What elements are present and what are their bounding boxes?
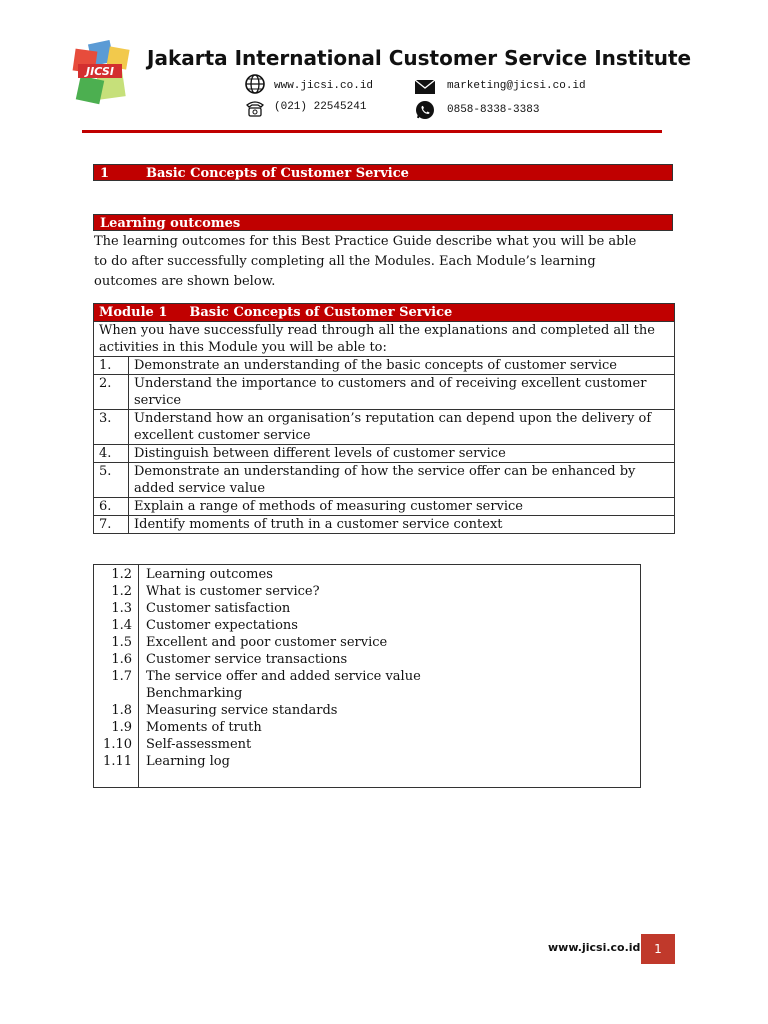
section-heading xyxy=(93,164,673,181)
contents-text: Customer satisfaction xyxy=(146,601,291,616)
contents-text: Self-assessment xyxy=(146,737,252,752)
item-text: Demonstrate an understanding of the basic concepts of customer service xyxy=(129,357,675,375)
list-item xyxy=(94,719,640,736)
module-intro-row xyxy=(94,322,675,357)
table-row xyxy=(94,463,675,498)
header-divider xyxy=(82,130,662,133)
module-header-row xyxy=(94,304,675,322)
section-title: Basic Concepts of Customer Service xyxy=(146,166,409,181)
module-title: Basic Concepts of Customer Service xyxy=(189,305,453,320)
email-link[interactable]: marketing@jicsi.co.id xyxy=(447,80,586,92)
item-number: 4. xyxy=(94,445,129,463)
contents-number: 1.2 xyxy=(111,567,132,582)
table-row xyxy=(94,375,675,410)
item-number: 2. xyxy=(94,375,129,410)
list-item xyxy=(94,651,640,668)
item-text: Distinguish between different levels of customer service xyxy=(129,445,675,463)
globe-icon xyxy=(244,73,266,99)
paragraph-line: to do after successfully completing all the Modules. Each Module’s learning xyxy=(94,254,596,269)
module-header-cell xyxy=(94,304,675,322)
contents-number: 1.10 xyxy=(103,737,132,752)
phone-number: (021) 22545241 xyxy=(274,101,367,113)
contents-text: Learning log xyxy=(146,754,230,769)
website-link[interactable]: www.jicsi.co.id xyxy=(274,80,374,92)
item-text: Understand the importance to customers and of receiving excellent customer service xyxy=(129,375,675,410)
contents-table xyxy=(93,564,641,788)
telephone-icon xyxy=(244,97,266,123)
contents-text: The service offer and added service value xyxy=(146,669,421,684)
contents-number: 1.6 xyxy=(111,652,132,667)
contents-number: 1.3 xyxy=(111,601,132,616)
item-number: 5. xyxy=(94,463,129,498)
contents-number: 1.9 xyxy=(111,720,132,735)
table-row xyxy=(94,516,675,534)
whatsapp-number: 0858-8338-3383 xyxy=(447,104,540,116)
item-number: 7. xyxy=(94,516,129,534)
paragraph-line: The learning outcomes for this Best Practice Guide describe what you will be able xyxy=(94,234,637,249)
contents-text: Customer service transactions xyxy=(146,652,348,667)
item-text: Understand how an organisation’s reputation can depend upon the delivery of excellent customer service xyxy=(129,410,675,445)
list-item xyxy=(94,617,640,634)
paragraph-line: outcomes are shown below. xyxy=(94,274,276,289)
list-item xyxy=(94,702,640,719)
contents-number: 1.2 xyxy=(111,584,132,599)
module-intro: When you have successfully read through all the explanations and completed all the activities in this Module you will be able to: xyxy=(94,322,675,357)
whatsapp-icon xyxy=(414,99,436,125)
item-text: Explain a range of methods of measuring customer service xyxy=(129,498,675,516)
item-number: 6. xyxy=(94,498,129,516)
learning-outcomes-paragraph xyxy=(94,232,679,292)
list-item xyxy=(94,668,640,685)
institute-title: Jakarta International Customer Service Institute xyxy=(147,46,692,70)
list-item xyxy=(94,600,640,617)
item-text: Identify moments of truth in a customer service context xyxy=(129,516,675,534)
contents-text: Measuring service standards xyxy=(146,703,338,718)
footer-website-link[interactable]: www.jicsi.co.id xyxy=(548,941,641,954)
table-row xyxy=(94,498,675,516)
module-label: Module 1 xyxy=(99,305,168,320)
list-item xyxy=(94,685,640,702)
page-number: 1 xyxy=(641,934,675,964)
table-row xyxy=(94,357,675,375)
table-row xyxy=(94,445,675,463)
module-outcomes-table xyxy=(93,303,675,534)
list-item xyxy=(94,736,640,753)
contents-number: 1.7 xyxy=(111,669,132,684)
contents-text: Excellent and poor customer service xyxy=(146,635,388,650)
item-number: 1. xyxy=(94,357,129,375)
jicsi-logo xyxy=(68,40,138,110)
list-item xyxy=(94,634,640,651)
list-item xyxy=(94,583,640,600)
learning-outcomes-label: Learning outcomes xyxy=(100,216,241,231)
contents-number: 1.8 xyxy=(111,703,132,718)
item-text: Demonstrate an understanding of how the service offer can be enhanced by added service value xyxy=(129,463,675,498)
section-number: 1 xyxy=(100,166,110,181)
list-item xyxy=(94,566,640,583)
contents-number: 1.5 xyxy=(111,635,132,650)
contents-text: Benchmarking xyxy=(146,686,243,701)
contents-text: What is customer service? xyxy=(146,584,320,599)
contents-text: Customer expectations xyxy=(146,618,298,633)
learning-outcomes-heading xyxy=(93,214,673,231)
contents-number: 1.11 xyxy=(103,754,132,769)
contents-text: Learning outcomes xyxy=(146,567,273,582)
contents-number: 1.4 xyxy=(111,618,132,633)
table-row xyxy=(94,410,675,445)
logo-text: JICSI xyxy=(86,65,114,78)
item-number: 3. xyxy=(94,410,129,445)
contents-text: Moments of truth xyxy=(146,720,262,735)
list-item xyxy=(94,753,640,770)
